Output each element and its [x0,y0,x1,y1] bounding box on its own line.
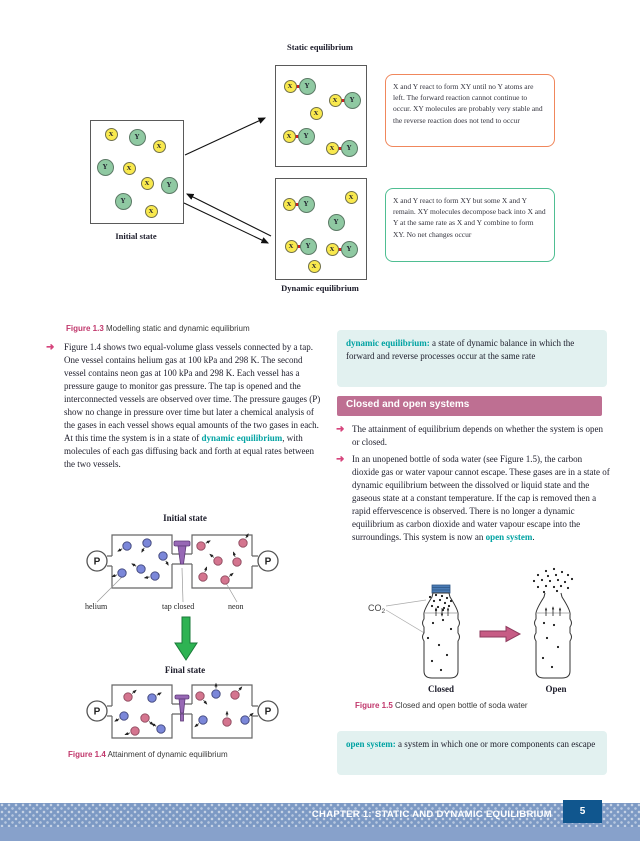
gas-dot [537,586,539,588]
paragraph-figure-1-4 [64,341,322,471]
atom-x: X [283,130,296,143]
gas-dot [432,622,434,624]
gas-dot [429,596,431,598]
atom-y: Y [97,159,114,176]
atom-y: Y [328,214,345,231]
helium-molecule [118,569,126,577]
motion-arrow-icon [132,564,136,567]
gas-dot [441,595,443,597]
gas-dot [440,669,442,671]
atom-x: X [326,243,339,256]
definition-text: a system in which one or more components can escape [395,739,596,749]
helium-label: helium [85,602,108,611]
static-equilibrium-label: Static equilibrium [287,42,353,52]
dynamic-equilibrium-label: Dynamic equilibrium [281,283,359,293]
motion-arrow-icon [166,561,169,565]
helium-molecule [137,565,145,573]
svg-text:P: P [93,706,101,718]
neon-molecule [199,573,207,581]
arrow-dynamic-to-initial [187,194,271,236]
definition-box-dynamic-equilibrium [337,330,607,387]
atom-x: X [153,140,166,153]
gas-dot [450,600,452,602]
helium-molecule [148,694,156,702]
co2-label: $CO_2$ [368,603,386,615]
neon-molecule [233,558,241,566]
gas-dot [442,609,444,611]
motion-arrow-icon [157,693,161,696]
gas-dot [542,657,544,659]
gas-dot [533,580,535,582]
static-note-text: X and Y react to form XY until no Y atoms are left. The forward reaction cannot continue to occur. XY molecules are probably very stable and the reverse reaction does not tend to occur [393,82,543,125]
gas-dot [450,628,452,630]
gas-dot [567,587,569,589]
helium-molecule [241,716,249,724]
motion-arrow-icon [195,724,199,727]
bottle-cap-icon [432,585,450,593]
figure-1-4-caption-text: Attainment of dynamic equilibrium [105,750,228,759]
gas-dot [442,619,444,621]
gas-dot [557,579,559,581]
dynamic-equilibrium-term: dynamic equilibrium [201,433,283,443]
gas-dot [567,574,569,576]
atom-x: X [283,198,296,211]
atom-x: X [145,205,158,218]
fig4-final-apparatus [85,680,285,742]
transition-arrow-icon [480,627,520,642]
atom-x: X [285,240,298,253]
figure-1-5-caption-label: Figure 1.5 [355,701,393,710]
section-header-closed-open-systems: Closed and open systems [337,396,602,416]
motion-arrow-icon [205,567,207,572]
gas-dot [553,586,555,588]
gas-dot [553,624,555,626]
svg-text:P: P [264,556,272,568]
gas-dot [541,579,543,581]
motion-arrow-icon [118,549,122,552]
motion-arrow-icon [125,733,130,735]
footer-chapter-title: CHAPTER 1: STATIC AND DYNAMIC EQUILIBRIUM [311,809,552,820]
helium-molecule [120,712,128,720]
bullet-arrow-icon: ➜ [336,424,345,435]
fig4-initial-state-label: Initial state [163,513,207,523]
neon-molecule [197,542,205,550]
motion-arrow-icon [142,548,145,552]
atom-y: Y [300,238,317,255]
motion-arrow-icon [229,573,233,576]
atom-x: X [105,128,118,141]
bullet-arrow-icon: ➜ [336,454,345,465]
atom-y: Y [298,196,315,213]
gas-dot [427,637,429,639]
closed-bottle-label: Closed [427,684,454,694]
motion-arrow-icon [115,719,119,722]
atom-x: X [308,260,321,273]
figure-1-3-caption [66,324,250,333]
atom-y: Y [129,129,146,146]
definition-text: a state of dynamic balance in which the forward and reverse processes occur at the same rate [346,338,575,361]
gas-dot [446,654,448,656]
arrow-initial-to-static [185,118,265,155]
gas-dot [560,585,562,587]
svg-text:P: P [93,556,101,568]
gas-dot [546,637,548,639]
atom-y: Y [299,78,316,95]
motion-arrow-icon [152,724,156,727]
gas-dot [435,594,437,596]
gas-dot [446,597,448,599]
neon-molecule [239,539,247,547]
atom-x: X [345,191,358,204]
figure-1-4-caption [68,750,228,759]
gas-dot [551,666,553,668]
gas-dot [553,568,555,570]
gas-dot [549,580,551,582]
open-system-term: open system [485,532,533,542]
gas-dot [439,599,441,601]
atom-x: X [329,94,342,107]
neon-molecule [196,692,204,700]
gas-dot [545,585,547,587]
svg-text:P: P [264,706,272,718]
figure-1-4-caption-label: Figure 1.4 [68,750,106,759]
atom-y: Y [344,92,361,109]
bullet-soda-water [352,453,610,544]
initial-state-label: Initial state [115,231,157,241]
atom-x: X [284,80,297,93]
tap-closed-icon [174,541,190,564]
paragraph-text: . [532,532,535,542]
atom-y: Y [298,128,315,145]
gas-dot [543,591,545,593]
gas-dot [431,605,433,607]
paragraph-text: , with molecules of each gas diffusing back and forth at equal rates between the two vessels. [64,433,314,469]
fig4-initial-apparatus [85,530,285,610]
neon-molecule [221,576,229,584]
atom-x: X [326,142,339,155]
fig5-bottles-diagram [348,563,593,681]
neon-molecule [223,718,231,726]
page-number: 5 [563,800,602,823]
definition-term: open system: [346,739,396,749]
neon-molecule [131,727,139,735]
gas-dot [444,602,446,604]
open-bottle [535,593,572,678]
neon-label: neon [228,602,244,611]
gas-dot [443,607,445,609]
atom-x: X [123,162,136,175]
motion-arrow-icon [233,552,235,557]
definition-term: dynamic equilibrium: [346,338,430,348]
helium-molecule [157,725,165,733]
motion-arrow-icon [132,690,136,693]
paragraph-text: Figure 1.4 shows two equal-volume glass vessels connected by a tap. One vessel contains helium gas at 100 kPa and 298 K. The second vessel contains neon gas at 100 kPa and 298 K. Each vessel has a pressure gauge to monitor gas pressure. The tap is opened and the interconnected vessels are observed over time. The pressure gauges (P) show no change in pressure over time but later a chemical analysis of the gases in each vessel shows equal amounts of the two gases in each. At this time the system is in a state of [64,342,321,443]
bullet-arrow-icon: ➜ [46,342,55,353]
motion-arrow-icon [239,687,242,691]
tap-closed-label: tap closed [162,602,195,611]
helium-molecule [159,552,167,560]
gas-dot [448,605,450,607]
gas-dot [547,575,549,577]
neon-molecule [124,693,132,701]
helium-molecule [123,542,131,550]
motion-arrow-icon [112,575,117,577]
gas-dot [564,581,566,583]
figure-1-3-caption-label: Figure 1.3 [66,324,104,333]
gas-dot [438,644,440,646]
gas-dot [555,574,557,576]
helium-molecule [143,539,151,547]
motion-arrow-icon [204,700,207,704]
gas-dot [545,570,547,572]
atom-y: Y [115,193,132,210]
footer-strip [0,827,640,841]
paragraph-text: In an unopened bottle of soda water (see Figure 1.5), the carbon dioxide gas or water vapour cannot escape. These gases are in a state of dynamic equilibrium between the dissolved or liquid state and the gaseous state at a constant temperature. If the cap is removed then a rapid effervescence is observed. There is no longer a dynamic equilibrium as carbon dioxide and water vapour escape into the surroundings. This system is now an [352,454,610,542]
atom-y: Y [341,140,358,157]
helium-molecule [199,716,207,724]
atom-y: Y [341,241,358,258]
dynamic-note-text: X and Y react to form XY but some X and Y remain. XY molecules decompose back into X and Y at the same rate as X and Y combine to form XY. No net changes occur [393,196,546,239]
neon-molecule [231,691,239,699]
motion-arrow-icon [145,577,150,578]
open-bottle-label: Open [545,684,567,694]
figure-1-3-caption-text: Modelling static and dynamic equilibrium [103,324,250,333]
arrow-initial-to-dynamic [184,203,268,243]
atom-x: X [141,177,154,190]
closed-bottle [423,585,460,678]
helium-molecule [151,572,159,580]
gas-dot [433,600,435,602]
definition-box-open-system [337,731,607,775]
static-note-box [385,74,555,147]
dynamic-note-box [385,188,555,262]
gas-dot [543,622,545,624]
tap-open-icon [175,695,189,721]
atom-y: Y [161,177,178,194]
gas-dot [556,590,558,592]
gas-dot [557,646,559,648]
gas-dot [431,660,433,662]
fig4-final-state-label: Final state [164,665,206,675]
figure-1-5-caption [355,701,528,710]
motion-arrow-icon [206,541,210,544]
helium-molecule [212,690,220,698]
gas-dot [571,578,573,580]
green-down-arrow-icon [175,617,197,661]
atom-x: X [310,107,323,120]
neon-molecule [214,557,222,565]
figure-1-5-caption-text: Closed and open bottle of soda water [392,701,528,710]
bullet-open-closed: The attainment of equilibrium depends on whether the system is open or closed. [352,424,603,447]
gas-dot [561,571,563,573]
motion-arrow-icon [210,554,214,557]
gas-dot [437,606,439,608]
gas-dot [537,574,539,576]
equilibrium-arrows [0,0,640,310]
gas-dot [435,609,437,611]
neon-molecule [141,714,149,722]
